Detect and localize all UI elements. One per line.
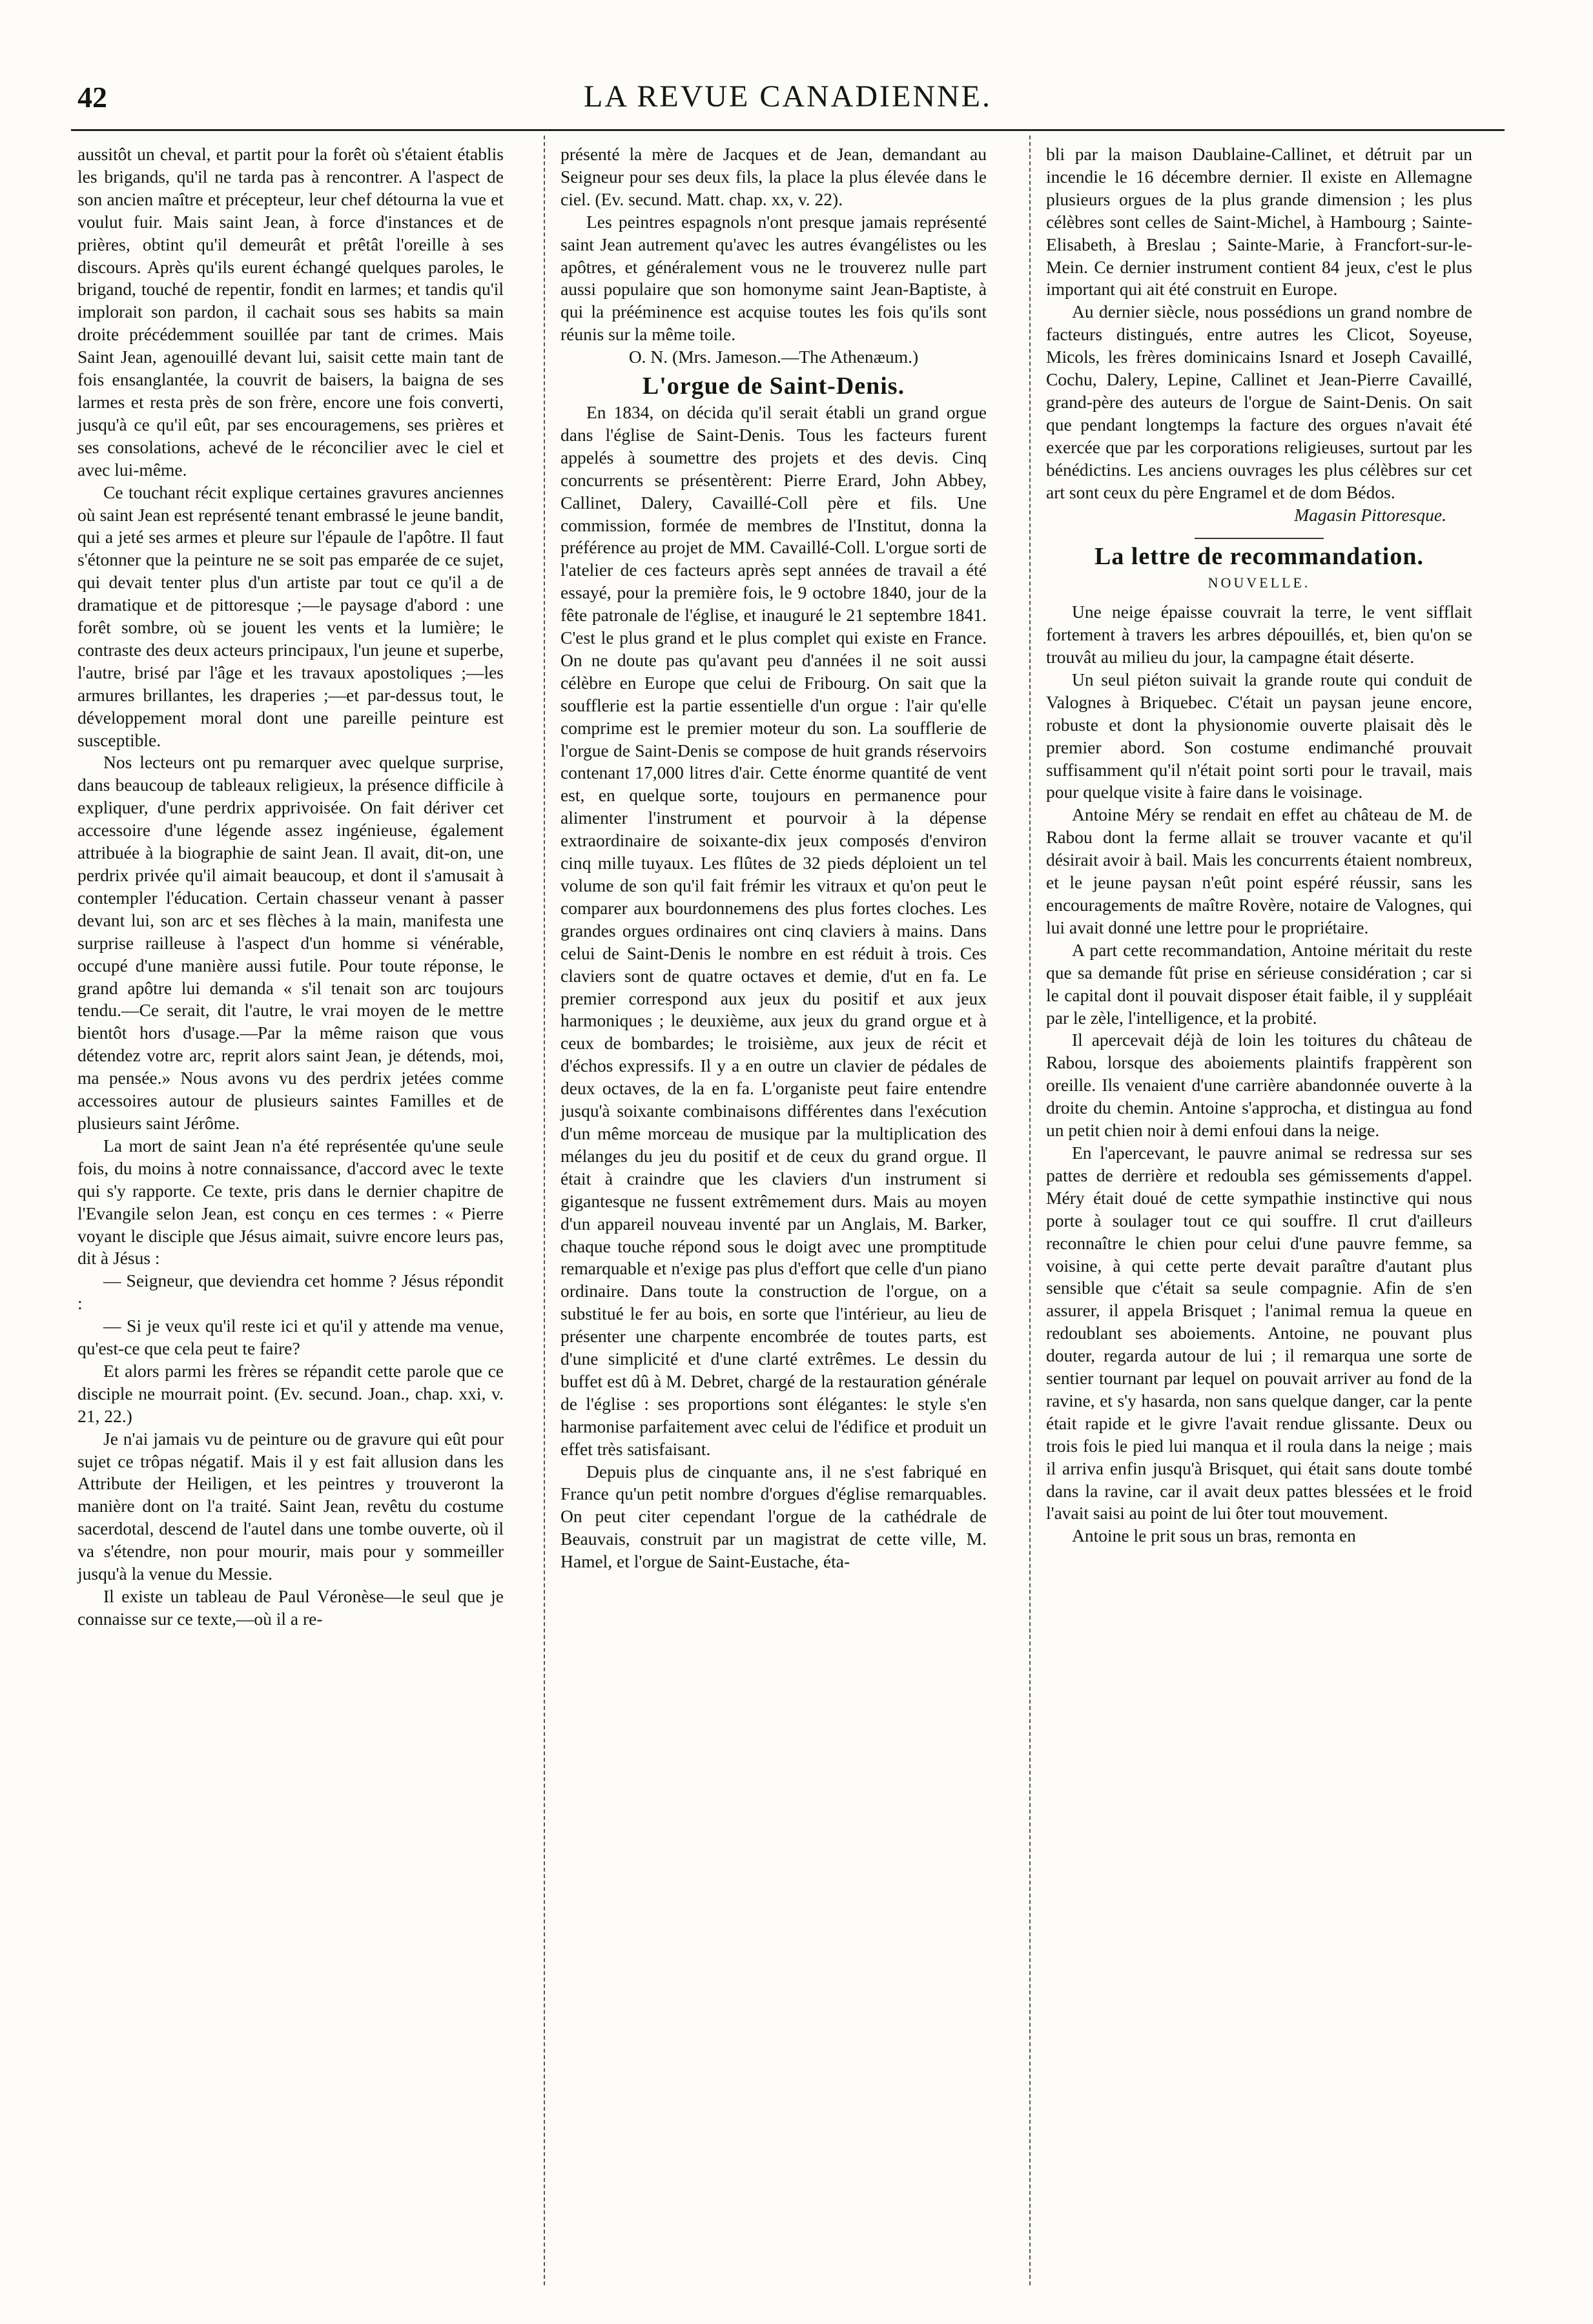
paragraph: Depuis plus de cinquante ans, il ne s'est fabriqué en France qu'un petit nombre d'orgues d'église remarquables. On peut citer cependant l'orgue de la cathédrale de Beauvais, construit par un magistrat de cette ville, M. Hamel, et l'orgue de Saint-Eustache, éta- (560, 1461, 987, 1572)
paragraph: — Seigneur, que deviendra cet homme ? Jésus répondit : (77, 1270, 504, 1314)
paragraph: En 1834, on décida qu'il serait établi un grand orgue dans l'église de Saint-Denis. Tous les facteurs furent appelés à soumettre des projets et des devis. Cinq concurrents se présentèrent: Pierre Erard, John Abbey, Callinet, Dalery, Cavaillé-Coll père et fils. Une commission, formée de membres de l'Institut, donna la préférence au projet de MM. Cavaillé-Coll. L'orgue sorti de l'atelier de ces facteurs après sept années de travail a été essayé, pour la première fois, le 9 octobre 1840, jour de la fête patronale de l'église, et inauguré le 21 septembre 1841. C'est le plus grand et le plus complet qui existe en France. On ne doute pas qu'avant peu d'années il ne soit aussi célèbre en Europe que celui de Fribourg. On sait que la soufflerie est la partie essentielle d'un orgue : l'air qu'elle comprime est le premier moteur du son. La soufflerie de l'orgue de Saint-Denis se compose de huit grands réservoirs contenant 17,000 litres d'air. Cette énorme quantité de vent est, en quelque sorte, toujours en permanence pour alimenter l'instrument et pourvoir à la dépense extraordinaire de soixante-dix jeux composés d'environ cinq mille tuyaux. Les flûtes de 32 pieds déploient un tel volume de son qu'il fait frémir les vitraux et qu'on peut le comparer aux bourdonnemens des plus fortes cloches. Les grandes orgues ordinaires ont cinq claviers à mains. Dans celui de Saint-Denis le nombre en est réduit à trois. Ces claviers sont de quatre octaves et demie, d'ut en fa. Le premier correspond aux jeux du positif et aux jeux harmoniques ; le deuxième, aux jeux du grand orgue et à ceux de bombardes; le troisième, aux jeux de récit et d'échos expressifs. Il y a en outre un clavier de pédales de deux octaves, de la en fa. L'organiste peut faire entendre jusqu'à soixante combinaisons différentes dans l'exécution d'un même morceau de musique par la multiplication des mélanges du jeu du positif et de ceux du grand orgue. Il était à craindre que les claviers d'un instrument si gigantesque ne fussent extrêmement durs. Mais au moyen d'un appareil nouveau inventé par un Anglais, M. Barker, chaque touche répond sous le doigt avec une promptitude remarquable et n'exige pas plus d'effort que celle d'un piano ordinaire. Dans toute la construction de l'orgue, on a substitué le fer au bois, en sorte que l'intérieur, au lieu de présenter une charpente encombrée de toutes parts, est d'une simplicité et d'une clarté extrêmes. Le dessin du buffet est dû à M. Debret, chargé de la restauration générale de l'église : ses proportions sont élégantes: le style s'en harmonise parfaitement avec celui de l'édifice et produit un effet très satisfaisant. (560, 402, 987, 1459)
paragraph: Les peintres espagnols n'ont presque jamais représenté saint Jean autrement qu'avec les autres évangélistes ou les apôtres, et généralement vous ne le trouverez nulle part aussi populaire que son homonyme saint Jean-Baptiste, à qui la prééminence est acquise toutes les fois qu'ils sont réunis sur la même toile. (560, 211, 987, 345)
paragraph: Au dernier siècle, nous possédions un grand nombre de facteurs distingués, entre autres les Clicot, Soyeuse, Micols, les frères dominicains Isnard et Joseph Cavaillé, Cochu, Dalery, Lepine, Callinet et Jean-Pierre Cavaillé, grand-père des auteurs de l'orgue de Saint-Denis. On sait que pendant longtemps la facture des orgues n'avait été exercée que par les corporations religieuses, surtout par les bénédictins. Les anciens ouvrages les plus célèbres sur cet art sont ceux du père Engramel et de dom Bédos. (1046, 301, 1472, 502)
story-subtitle: NOUVELLE. (1208, 575, 1311, 591)
paragraph: Ce touchant récit explique certaines gravures anciennes où saint Jean est représenté tenant embrassé le jeune bandit, qui a jeté ses armes et pleure sur l'épaule de l'apôtre. Il faut s'étonner que la peinture ne se soit pas emparée de ce sujet, qui devait tenter plus d'un artiste par tout ce qu'il a de dramatique et de pittoresque ;—le paysage d'abord : une forêt sombre, où se jouent les vents et la lumière; le contraste des deux acteurs principaux, l'un jeune et superbe, l'autre, brisé par l'âge et les travaux apostoliques ;—les armures brillantes, les draperies ;—et par-dessus tout, le développement moral dont une pareille peinture est susceptible. (77, 482, 504, 750)
paragraph: Il existe un tableau de Paul Véronèse—le seul que je connaisse sur ce texte,—où il a re- (77, 1586, 504, 1629)
paragraph: Il apercevait déjà de loin les toitures du château de Rabou, lorsque des aboiements plaintifs frappèrent son oreille. Ils venaient d'une carrière abandonnée ouverte à la droite du chemin. Antoine s'approcha, et distingua au fond un petit chien noir à demi enfoui dans la neige. (1046, 1030, 1472, 1141)
column-divider-1 (544, 136, 545, 2285)
paragraph: aussitôt un cheval, et partit pour la forêt où s'étaient établis les brigands, qu'il ne tarda pas à rencontrer. A l'aspect de son ancien maître et précepteur, leur chef détourna la vue et voulut fuir. Mais saint Jean, à force d'instances et de prières, obtint qu'il demeurât et prêtât l'oreille à ses discours. Après qu'ils eurent échangé quelques paroles, le brigand, touché de repentir, fondit en larmes; et tandis qu'il implorait son pardon, il cachait sous ses habits sa main droite précédemment souillée par tant de crimes. Mais Saint Jean, agenouillé devant lui, saisit cette main tant de fois ensanglantée, la couvrit de baisers, la baigna de ses larmes et resta près de son frère, encore une fois converti, jusqu'à ce qu'il eût, par ses encouragemens, ses prières et ses consolations, achevé de le réconcilier avec le ciel et avec lui-même. (77, 144, 504, 480)
column-2 (560, 143, 987, 1573)
article-signature: Magasin Pittoresque. (1294, 504, 1446, 525)
article-title: L'orgue de Saint-Denis. (642, 372, 905, 400)
paragraph: Antoine le prit sous un bras, remonta en (1072, 1525, 1356, 1546)
paragraph: — Si je veux qu'il reste ici et qu'il y attende ma venue, qu'est-ce que cela peut te faire? (77, 1316, 504, 1359)
page-number: 42 (77, 81, 107, 114)
section-rule (1195, 538, 1324, 539)
story-title: La lettre de recommandation. (1095, 543, 1424, 571)
paragraph: Antoine Méry se rendait en effet au château de M. de Rabou dont la ferme allait se trouver vacante et qu'il désirait avoir à bail. Mais les concurrents étaient nombreux, et le jeune paysan n'eût point espéré réussir, sans les encouragements de maître Rovère, notaire de Valognes, qui lui avait donné une lettre pour le propriétaire. (1046, 804, 1472, 937)
paragraph: Et alors parmi les frères se répandit cette parole que ce disciple ne mourrait point. (Ev. secund. Joan., chap. xxi, v. 21, 22.) (77, 1360, 504, 1426)
paragraph: Nos lecteurs ont pu remarquer avec quelque surprise, dans beaucoup de tableaux religieux, la présence difficile à expliquer, d'une perdrix apprivoisée. On fait dériver cet accessoire d'une légende assez ingénieuse, également attribuée à la biographie de saint Jean. Il avait, dit-on, une perdrix privée qu'il aimait beaucoup, et dont il s'amusait à contempler l'éducation. Certain chasseur venant à passer devant lui, son arc et ses flèches à la main, manifesta une surprise railleuse à l'aspect d'un homme si vénérable, occupé d'une manière aussi futile. Pour toute réponse, le grand apôtre lui demanda « s'il tenait son arc toujours tendu.—Ce serait, dit l'autre, le vrai moyen de le mettre bientôt hors d'usage.—Par la même raison que vous détendez votre arc, reprit alors saint Jean, je détends, moi, ma pensée.» Nous avons vu des perdrix jetées comme accessoires autour de plusieurs saintes Familles et de plusieurs saint Jérôme. (77, 752, 504, 1133)
column-1 (77, 143, 504, 1631)
paragraph: Une neige épaisse couvrait la terre, le vent sifflait fortement à travers les arbres dépouillés, et, bien qu'on se trouvât au milieu du jour, la campagne était déserte. (1046, 602, 1472, 668)
paragraph: La mort de saint Jean n'a été représentée qu'une seule fois, du moins à notre connaissance, d'accord avec le texte qui s'y rapporte. Ce texte, pris dans le dernier chapitre de l'Evangile selon Jean, est conçu en ces termes : « Pierre voyant le disciple que Jésus aimait, suivre encore leurs pas, dit à Jésus : (77, 1135, 504, 1269)
header-rule (71, 129, 1505, 131)
column-divider-2 (1029, 136, 1031, 2285)
paragraph: présenté la mère de Jacques et de Jean, demandant au Seigneur pour ses deux fils, la place la plus élevée dans le ciel. (Ev. secund. Matt. chap. xx, v. 22). (560, 144, 987, 209)
article-signature: O. N. (Mrs. Jameson.—The Athenæum.) (628, 347, 919, 367)
page-header (71, 76, 1505, 128)
paragraph: bli par la maison Daublaine-Callinet, et détruit par un incendie le 16 décembre dernier. Il existe en Allemagne plusieurs orgues de la plus grande dimension ; les plus célèbres sont celles de Saint-Michel, à Hambourg ; Sainte-Elisabeth, à Breslau ; Sainte-Marie, à Francfort-sur-le-Mein. Ce dernier instrument contient 84 jeux, c'est le plus important qui ait été construit en Europe. (1046, 144, 1472, 300)
paragraph: Je n'ai jamais vu de peinture ou de gravure qui eût pour sujet ce trôpas négatif. Mais il y est fait allusion dans les Attribute der Heiligen, et les peintres y trouveront la manière dont on l'a traité. Saint Jean, revêtu du costume sacerdotal, descend de l'autel dans une tombe ouverte, où il va s'étendre, non pour mourir, mais pour y sommeiller jusqu'à la venue du Messie. (77, 1428, 504, 1584)
running-title: LA REVUE CANADIENNE. (584, 79, 992, 114)
paragraph: Un seul piéton suivait la grande route qui conduit de Valognes à Briquebec. C'était un paysan jeune encore, robuste et dont la physionomie ouverte plaisait dès le premier abord. Son costume endimanché prouvait suffisamment qu'il n'était point sorti pour le travail, mais pour quelque visite à faire dans le voisinage. (1046, 669, 1472, 802)
paragraph: En l'apercevant, le pauvre animal se redressa sur ses pattes de derrière et redoubla ses gémissements d'appel. Méry était doué de cette sympathie instinctive qui nous porte à soulager tout ce qui souffre. Il crut d'ailleurs reconnaître le chien pour celui d'une pauvre femme, sa voisine, à qui cette perte devait paraître d'autant plus sensible que c'était sa seule compagnie. Afin de s'en assurer, il appela Brisquet ; l'animal remua la queue en redoublant ses aboiements. Antoine, ne pouvant plus douter, regarda autour de lui ; il remarqua une sorte de sentier tournant par lequel on pouvait arriver au fond de la ravine, et s'y hasarda, non sans quelque danger, car la pente était rapide et le givre l'avait rendue glissante. Deux ou trois fois le pied lui manqua et il roula dans la neige ; mais il arriva enfin jusqu'à Brisquet, qui était sans doute tombé dans la ravine, car il avait deux pattes blessées et le froid l'avait saisi au point de lui ôter tout mouvement. (1046, 1142, 1472, 1524)
paragraph: A part cette recommandation, Antoine méritait du reste que sa demande fût prise en sérieuse considération ; car si le capital dont il pouvait disposer était faible, il y suppléait par le zèle, l'intelligence, et la probité. (1046, 939, 1472, 1028)
column-3 (1046, 143, 1472, 1547)
